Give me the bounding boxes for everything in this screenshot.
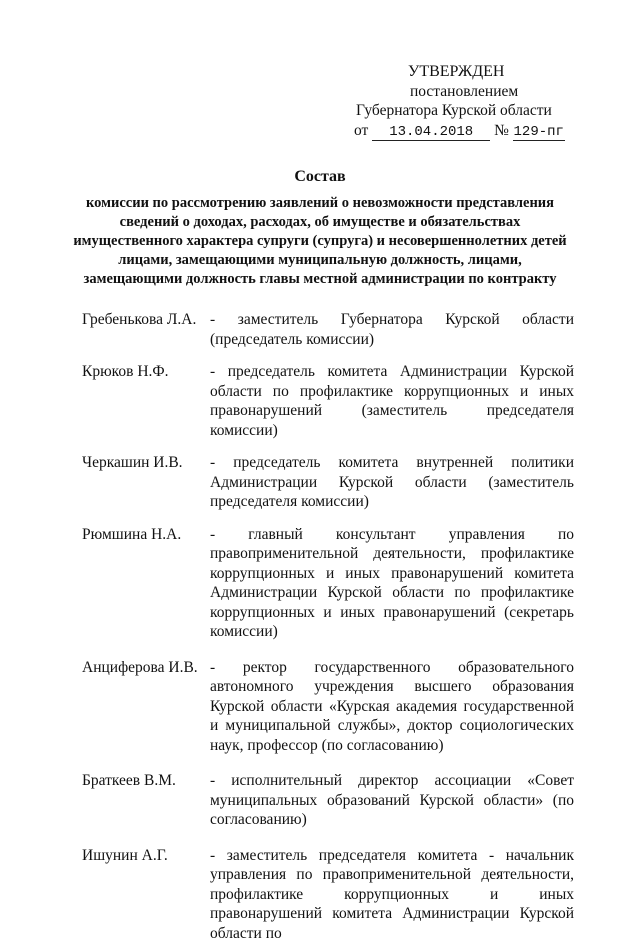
number-prefix: № [494,122,509,139]
member-row [82,310,574,349]
member-name: Гребенькова Л.А. [82,310,210,349]
member-role: - председатель комитета внутренней политики Администрации Курской области (заместитель председателя комиссии) [210,453,574,512]
approval-line-1: постановлением [330,82,590,102]
member-name: Рюмшина Н.А. [82,525,210,642]
approval-line-2: Губернатора Курской области [330,101,590,121]
approval-stamp [330,62,590,141]
approval-number: 129-пг [513,125,565,141]
member-name: Анциферова И.В. [82,658,210,756]
document-title: Состав [70,167,570,186]
approval-title: УТВЕРЖДЕН [330,62,590,82]
date-prefix: от [354,122,368,139]
approval-date: 13.04.2018 [372,125,490,141]
member-role: - исполнительный директор ассоциации «Совет муниципальных образований Курской области» (по согласованию) [210,771,574,830]
member-role: - председатель комитета Администрации Курской области по профилактике коррупционных и иных правонарушений (заместитель председателя комиссии) [210,362,574,440]
member-row [82,658,574,756]
member-row [82,525,574,642]
member-row [82,771,574,830]
member-role: - ректор государственного образовательного автономного учреждения высшего образования Курской области «Курская академия государственной и муниципальной службы», доктор социологических наук, профессор (по согласованию) [210,658,574,756]
document-subtitle: комиссии по рассмотрению заявлений о невозможности представления сведений о доходах, расходах, об имуществе и обязательствах имущественного характера супруги (супруга) и несовершеннолетних детей лицами, замещающими муниципальную должность, лицами, замещающими должность главы местной администрации по контракту [70,194,570,289]
member-role: - заместитель Губернатора Курской области (председатель комиссии) [210,310,574,349]
member-row [82,846,574,943]
members-list [82,310,574,943]
member-role: - главный консультант управления по правоприменительной деятельности, профилактике коррупционных и иных правонарушений комитета Администрации Курской области по профилактике коррупционных и иных правонарушений (секретарь комиссии) [210,525,574,642]
member-name: Черкашин И.В. [82,453,210,512]
member-name: Крюков Н.Ф. [82,362,210,440]
document-heading [70,167,570,289]
member-role: - заместитель председателя комитета - начальник управления по правоприменительной деятельности, профилактике коррупционных и иных правонарушений комитета Администрации Курской области по [210,846,574,943]
member-row [82,453,574,512]
member-name: Браткеев В.М. [82,771,210,830]
member-name: Ишунин А.Г. [82,846,210,943]
member-row [82,362,574,440]
approval-date-line [330,121,590,141]
